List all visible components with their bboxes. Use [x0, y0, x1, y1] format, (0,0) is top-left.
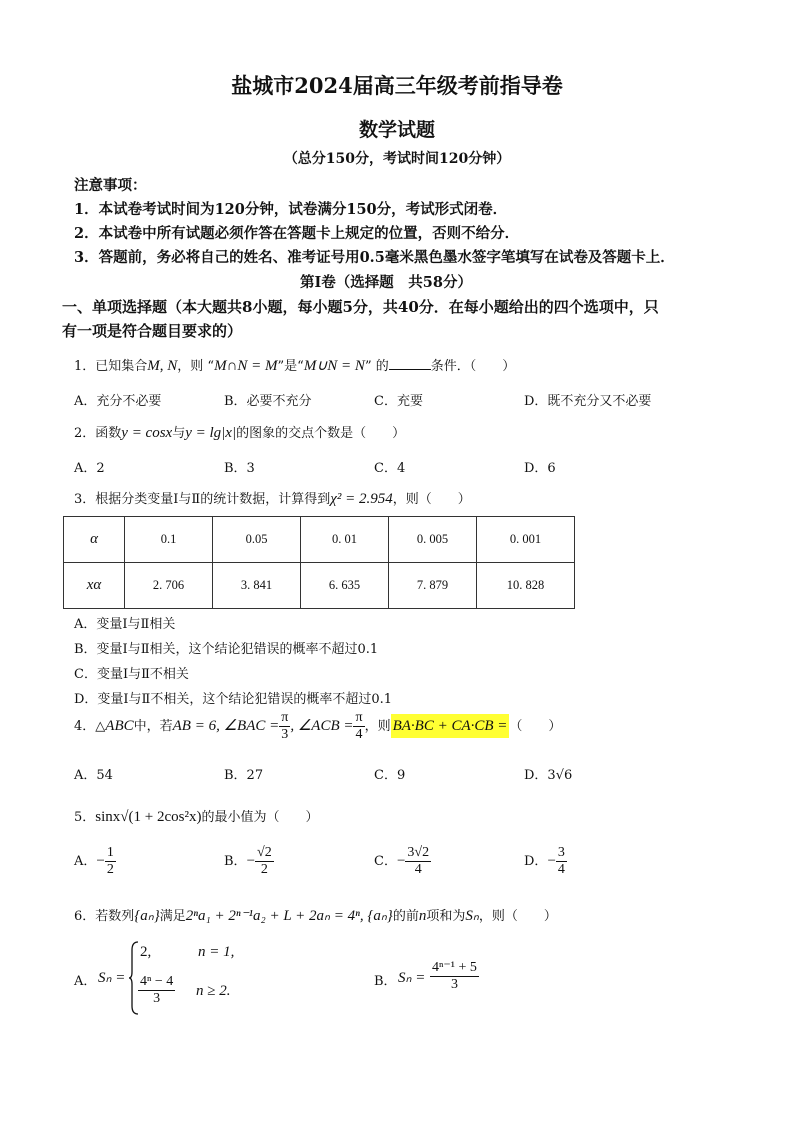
volume-heading: 第Ⅰ卷（选择题 共58分）	[300, 274, 472, 291]
exam-title: 盐城市2024届高三年级考前指导卷	[231, 73, 563, 98]
question-2: 2．函数y = cosx与y = lg|x|的图象的交点个数是（ ）	[74, 425, 406, 441]
question-5: 5．sinx√(1 + 2cos²x)的最小值为（ ）	[74, 809, 319, 825]
question-6: 6．若数列{aₙ}满足2ⁿa₁ + 2ⁿ⁻¹a₂ + L + 2aₙ = 4ⁿ, {aₙ}的前n项和为Sₙ，则（ ）	[74, 908, 557, 924]
q3-option-d: D．变量Ⅰ与Ⅱ不相关，这个结论犯错误的概率不超过0.1	[74, 692, 393, 707]
table-header-cell: α	[64, 517, 125, 563]
highlighted-expression: BA·BC + CA·CB =	[391, 714, 510, 738]
q1-option-c: C．充要	[374, 394, 423, 409]
note-item-2: 2．本试卷中所有试题必须作答在答题卡上规定的位置，否则不给分．	[74, 225, 520, 242]
table-cell: 7. 879	[389, 563, 477, 609]
table-cell: 0.05	[213, 517, 301, 563]
part-heading-line-2: 有一项是符合题目要求的）	[62, 322, 243, 340]
table-cell: 0. 001	[477, 517, 575, 563]
table-row	[64, 563, 575, 609]
q6-option-b-fraction: $\frac{\text{4ⁿ⁻¹ + 5}}{3}$	[432, 960, 477, 992]
q1-option-d: D．既不充分又不必要	[524, 394, 652, 409]
q1-option-b: B．必要不充分	[224, 394, 312, 409]
q6-option-b-lhs: Sₙ =	[398, 970, 426, 986]
table-cell: 10. 828	[477, 563, 575, 609]
table-cell: 0. 005	[389, 517, 477, 563]
q6-case-2-fraction: $\frac{\text{4ⁿ − 4}}{3}$	[140, 974, 174, 1006]
q2-option-a: A．2	[74, 461, 105, 476]
table-cell: 3. 841	[213, 563, 301, 609]
critical-value-table	[63, 516, 575, 609]
q6-case-2-condition: n ≥ 2.	[196, 983, 231, 999]
q4-option-c: C．9	[374, 768, 406, 783]
q2-option-c: C．4	[374, 461, 406, 476]
q4-option-b: B．27	[224, 768, 264, 783]
notes-heading: 注意事项：	[74, 177, 147, 194]
q3-option-c: C．变量Ⅰ与Ⅱ不相关	[74, 667, 189, 682]
note-item-1: 1．本试卷考试时间为120分钟，试卷满分150分，考试形式闭卷．	[74, 201, 508, 218]
q2-option-d: D．6	[524, 461, 556, 476]
table-cell: 0. 01	[301, 517, 389, 563]
q3-option-a: A．变量Ⅰ与Ⅱ相关	[74, 617, 176, 632]
q6-case-1-condition: n = 1,	[198, 944, 235, 960]
table-header-cell: xα	[64, 563, 125, 609]
answer-blank	[389, 369, 431, 370]
q4-option-d: D．3√6	[524, 768, 573, 783]
q4-option-a: A．54	[74, 768, 113, 783]
fraction-pi-3: $\frac{\pi}{3}$	[281, 710, 289, 742]
table-cell: 2. 706	[125, 563, 213, 609]
q5-option-b: B．− $\frac{√2}{2}$	[224, 845, 272, 877]
q1-option-a: A．充分不必要	[74, 394, 162, 409]
q6-option-b-label: B．	[374, 974, 397, 989]
q5-option-c: C．− $\frac{3√2}{4}$	[374, 845, 430, 877]
note-item-3: 3．答题前，务必将自己的姓名、准考证号用0.5毫米黑色墨水签字笔填写在试卷及答题卡上．	[74, 249, 675, 266]
question-1: 1．已知集合M, N，则 “M∩N = M”是“M∪N = N” 的 条件．（ ）	[74, 358, 516, 374]
q5-option-d: D．− $\frac{3}{4}$	[524, 845, 565, 877]
q5-option-a: A．− $\frac{1}{2}$	[74, 845, 114, 877]
subject-title: 数学试题	[358, 119, 435, 141]
q6-option-a-label: A．	[74, 974, 97, 989]
table-row	[64, 517, 575, 563]
question-4: 4．△ABC中，若AB = 6, ∠BAC = $\frac{\pi}{3}$ , ∠ACB = $\frac{\pi}{4}$ ，则 BA·BC + CA·CB = （ ）	[74, 710, 562, 742]
table-cell: 6. 635	[301, 563, 389, 609]
table-cell: 0.1	[125, 517, 213, 563]
question-3: 3．根据分类变量Ⅰ与Ⅱ的统计数据，计算得到χ² = 2.954，则（ ）	[74, 491, 471, 507]
part-heading-line-1: 一、单项选择题（本大题共8小题，每小题5分，共40分．在每小题给出的四个选项中，只	[62, 298, 659, 316]
q6-case-1-value: 2,	[140, 944, 152, 960]
fraction-pi-4: $\frac{\pi}{4}$	[355, 710, 363, 742]
q2-option-b: B．3	[224, 461, 255, 476]
q6-option-a-lhs: Sₙ =	[98, 970, 126, 986]
q3-option-b: B．变量Ⅰ与Ⅱ相关，这个结论犯错误的概率不超过0.1	[74, 642, 379, 657]
exam-info: （总分150分，考试时间120分钟）	[283, 151, 511, 167]
